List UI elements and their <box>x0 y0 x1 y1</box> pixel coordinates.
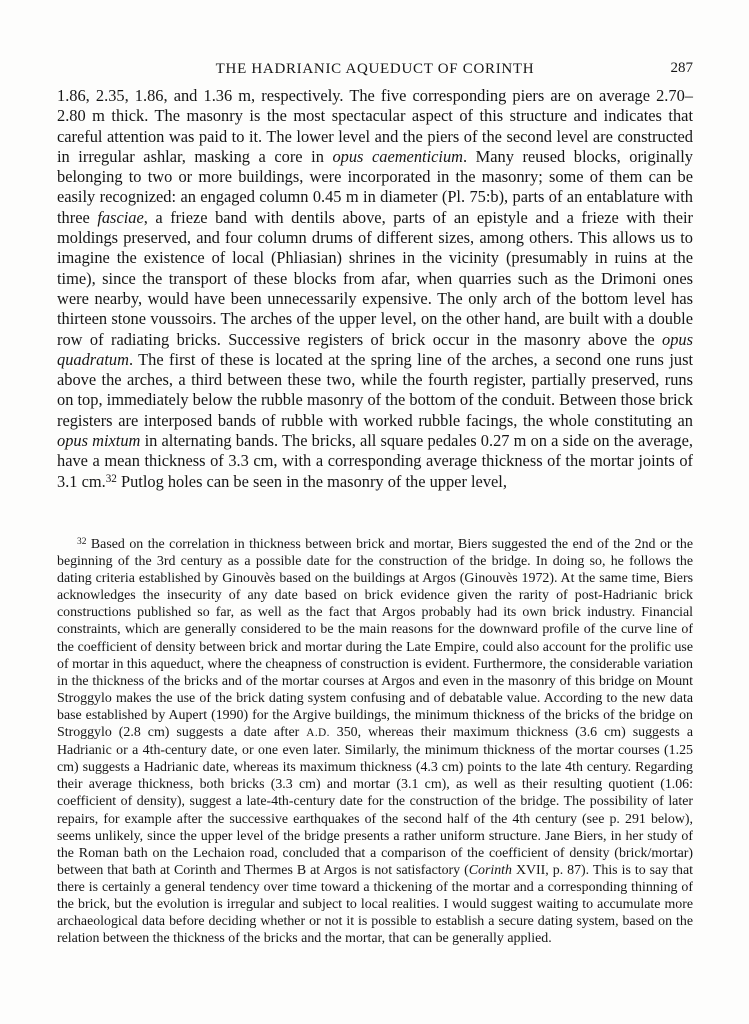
running-head-title: THE HADRIANIC AQUEDUCT OF CORINTH <box>215 61 535 77</box>
page-number: 287 <box>670 60 693 76</box>
footnotes <box>57 536 693 947</box>
footnote-32: $^{32}$ Based on the correlation in thickness between brick and mortar, Biers suggested the end of the 2nd or the beginning of the 3rd century as a possible date for the construction of the bridge. In doing so, he follows the dating criteria established by Ginouvès based on the buildings at Argos (Ginouvès 1972). At the same time, Biers acknowledges the insecurity of any date based on brick evidence given the rarity of post-Hadrianic brick constructions published so far, as well as the fact that Argos probably had its own brick industry. Financial constraints, which are generally considered to be the main reasons for the downward profile of the curve line of the coefficient of density between brick and mortar during the Late Empire, could also account for the prolific use of mortar in this aqueduct, where the cheapness of construction is evident. Furthermore, the considerable variation in the thickness of the bricks and of the mortar courses at Argos and even in the masonry of this bridge on Mount Stroggylo makes the use of the brick dating system confusing and of debatable value. According to the new data base established by Aupert (1990) for the Argive buildings, the minimum thickness of the bricks of the bridge on Stroggylo (2.8 cm) suggests a date after A.D. 350, whereas their maximum thickness (3.6 cm) suggests a Hadrianic or a 4th-century date, or one even later. Similarly, the minimum thickness of the mortar courses (1.25 cm) suggests a Hadrianic date, whereas its maximum thickness (4.3 cm) points to the late 4th century. Regarding their average thickness, both bricks (3.3 cm) and mortar (3.1 cm), as well as their resulting quotient (1.06: coefficient of density), suggest a late-4th-century date for the construction of the bridge. The possibility of later repairs, for example after the successive earthquakes of the second half of the 4th century (see p. 291 below), seems unlikely, since the upper level of the bridge presents a rather uniform structure. Jane Biers, in her study of the Roman bath on the Lechaion road, concluded that a comparison of the coefficient of density (brick/mortar) between that bath at Corinth and Thermes B at Argos is not satisfactory (Corinth XVII, p. 87). This is to say that there is certainly a general tendency over time toward a thickening of the mortar and a corresponding thinning of the brick, but the evolution is irregular and subject to local realities. I would suggest waiting to accumulate more archaeological data before deciding whether or not it is possible to establish a secure dating system, based on the relation between the thickness of the bricks and the mortar, that can be generally applied. <box>57 536 693 947</box>
running-head <box>57 60 693 78</box>
body-paragraph: 1.86, 2.35, 1.86, and 1.36 m, respectively. The five corresponding piers are on average 2.70–2.80 m thick. The masonry is the most spectacular aspect of this structure and indicates that careful attention was paid to it. The lower level and the piers of the second level are constructed in irregular ashlar, masking a core in opus caementicium. Many reused blocks, originally belonging to two or more buildings, were incorporated in the masonry; some of them can be easily recognized: an engaged column 0.45 m in diameter (Pl. 75:b), parts of an entablature with three fasciae, a frieze band with dentils above, parts of an epistyle and a frieze with their moldings preserved, and four column drums of different sizes, among others. This allows us to imagine the existence of local (Phliasian) shrines in the vicinity (presumably in ruins at the time), since the transport of these blocks from afar, when quarries such as the Drimoni ones were nearby, would have been unnecessarily expensive. The only arch of the bottom level has thirteen stone voussoirs. The arches of the upper level, on the other hand, are built with a double row of radiating bricks. Successive registers of brick occur in the masonry above the opus quadratum. The first of these is located at the spring line of the arches, a second one runs just above the arches, a third between these two, while the fourth register, partially preserved, runs on top, immediately below the rubble masonry of the bottom of the conduit. Between those brick registers are interposed bands of rubble with worked rubble facings, the whole constituting an opus mixtum in alternating bands. The bricks, all square pedales 0.27 m on a side on the average, have a mean thickness of 3.3 cm, with a corresponding average thickness of the mortar joints of 3.1 cm.$^{32}$ Putlog holes can be seen in the masonry of the upper level, <box>57 86 693 491</box>
